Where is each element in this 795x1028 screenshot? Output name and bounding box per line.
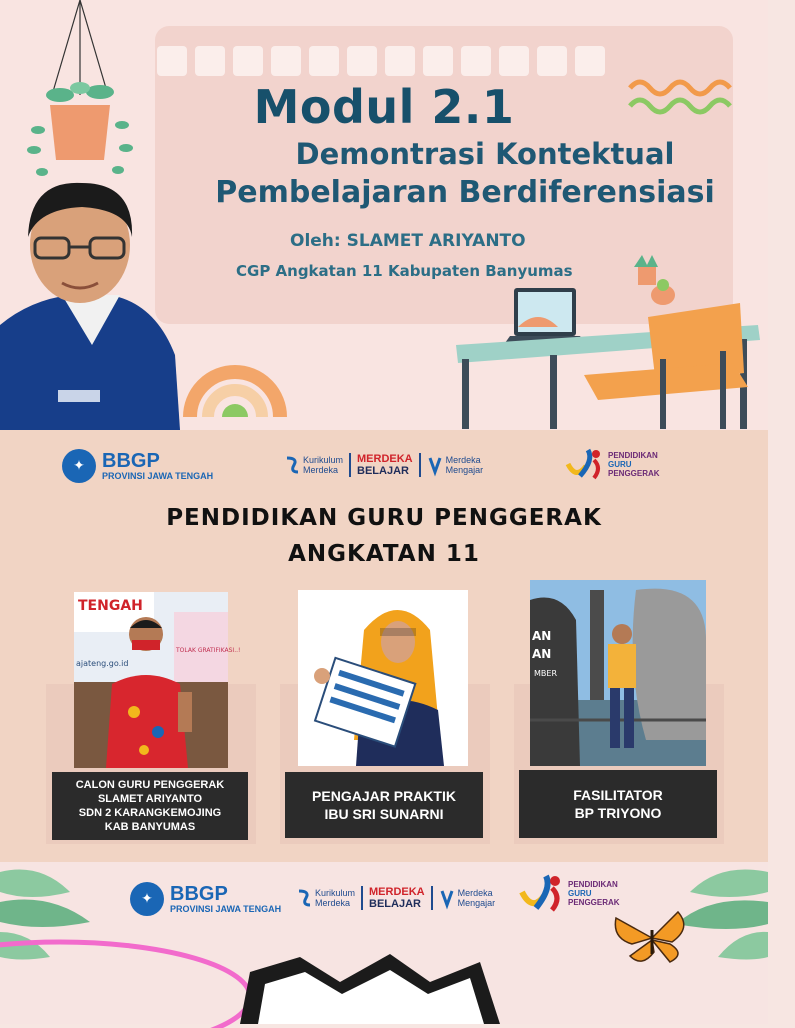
merdeka-belajar-line-1: MERDEKA	[357, 453, 413, 465]
pgp-logo	[564, 446, 660, 482]
footer-pgp-line-1: PENDIDIKAN	[568, 879, 618, 889]
photo-sign-text-2: AN	[532, 647, 552, 661]
footer-bbgp-name: BBGP	[170, 882, 228, 905]
tut-wuri-handayani-icon: ✦	[62, 449, 96, 483]
participant-role: CALON GURU PENGGERAK	[75, 779, 225, 791]
author-name: Oleh: SLAMET ARIYANTO	[290, 231, 526, 251]
merdeka-mengajar-line-1: Merdeka	[445, 455, 481, 465]
program-title	[0, 500, 768, 572]
module-title: Modul 2.1	[253, 80, 515, 134]
kurikulum-line-2: Merdeka	[303, 465, 339, 475]
kurikulum-merdeka-logos	[284, 453, 483, 477]
participant-label	[52, 772, 248, 840]
program-title-line-2: ANGKATAN 11	[288, 541, 480, 567]
pgp-line-2: GURU	[608, 459, 632, 469]
footer-merdeka-mengajar-icon	[439, 888, 455, 908]
participant-photo	[74, 592, 241, 768]
pgp-figure-icon	[564, 446, 604, 482]
teacher-role: PENGAJAR PRAKTIK	[312, 788, 456, 804]
footer-bbgp-region: PROVINSI JAWA TENGAH	[170, 903, 282, 914]
footer-pgp-line-3: PENGGERAK	[568, 897, 620, 907]
footer-kurikulum-merdeka-icon	[296, 888, 312, 908]
pgp-line-1: PENDIDIKAN	[608, 450, 658, 460]
kurikulum-line-1: Kurikulum	[303, 455, 344, 465]
pgp-line-3: PENGGERAK	[608, 468, 660, 478]
footer-merdeka-belajar-line-2: BELAJAR	[369, 898, 421, 910]
footer-kurikulum-line-1: Kurikulum	[315, 888, 356, 898]
merdeka-mengajar-icon	[427, 455, 443, 475]
facilitator-photo	[530, 580, 706, 766]
photo-url-text: ajateng.go.id	[76, 659, 129, 668]
module-subtitle-line-2: Pembelajaran Berdiferensiasi	[215, 175, 715, 210]
teacher-name: IBU SRI SUNARNI	[324, 806, 444, 822]
merdeka-mengajar-line-2: Mengajar	[445, 465, 484, 475]
footer-kurikulum-line-2: Merdeka	[315, 898, 351, 908]
footer-merdeka-mengajar-line-2: Mengajar	[457, 898, 496, 908]
desk-illustration	[448, 255, 768, 430]
photo-banner-text: TENGAH	[78, 598, 143, 614]
participant-name: SLAMET ARIYANTO	[97, 793, 203, 805]
facilitator-role: FASILITATOR	[573, 787, 663, 803]
photo-sign-text-1: AN	[532, 629, 552, 643]
kurikulum-merdeka-icon	[284, 455, 300, 475]
photo-sign-text-3: MBER	[534, 669, 558, 678]
rainbow-decoration	[180, 325, 290, 420]
footer-pgp-figure-icon	[518, 872, 564, 914]
footer-pgp-line-2: GURU	[568, 888, 592, 898]
top-banner	[0, 0, 768, 430]
footer-bbgp-logo	[130, 882, 281, 916]
photo-side-text: TOLAK GRATIFIKASI..!	[176, 647, 241, 654]
author-photo	[0, 175, 185, 430]
facilitator-label	[519, 770, 717, 838]
footer-pgp-logo	[518, 872, 620, 914]
footer-merdeka-mengajar-line-1: Merdeka	[457, 888, 493, 898]
bbgp-logo	[62, 449, 213, 483]
bbgp-name: BBGP	[102, 449, 160, 472]
facilitator-name: BP TRIYONO	[574, 805, 662, 821]
footer-kurikulum-merdeka-logos	[296, 886, 495, 910]
teacher-label	[285, 772, 483, 838]
footer-merdeka-belajar-line-1: MERDEKA	[369, 886, 425, 898]
participant-school: SDN 2 KARANGKEMOJING	[78, 807, 222, 819]
module-subtitle-line-1: Demontrasi Kontektual	[295, 137, 675, 171]
merdeka-belajar-line-2: BELAJAR	[357, 465, 409, 477]
footer-tut-wuri-handayani-icon: ✦	[130, 882, 164, 916]
teacher-photo	[298, 590, 468, 766]
bbgp-region: PROVINSI JAWA TENGAH	[102, 470, 214, 481]
program-title-line-1: PENDIDIKAN GURU PENGGERAK	[166, 505, 602, 531]
cohort-label: CGP Angkatan 11 Kabupaten Banyumas	[236, 262, 573, 280]
participant-district: KAB BANYUMAS	[104, 821, 196, 833]
